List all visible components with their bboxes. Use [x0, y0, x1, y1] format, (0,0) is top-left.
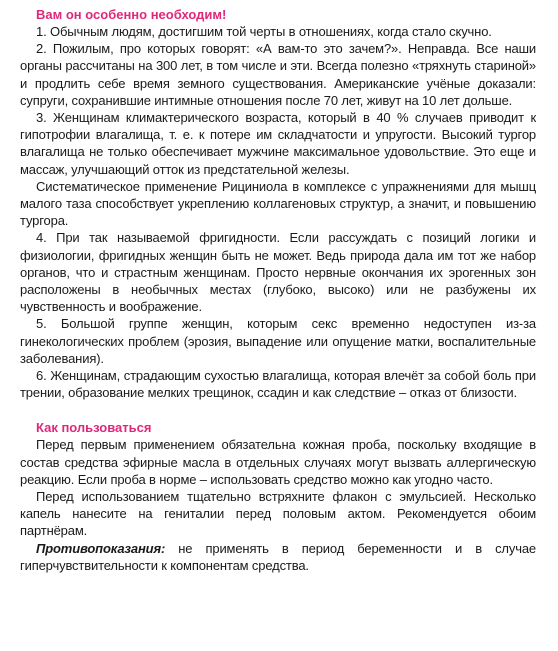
section-heading-how-to-use: Как пользоваться	[36, 420, 152, 436]
paragraph-ricinol-note: Систематическое применение Рициниола в комплексе с упражнениями для мышц малого таза способствует укреплению коллагеновых структур, а значит, и повышению тургора.	[20, 178, 536, 229]
left-margin	[0, 0, 4, 651]
section-heading-when-needed: Вам он особенно необходим!	[36, 7, 227, 22]
paragraph-application: Перед использованием тщательно встряхните флакон с эмульсией. Несколько капель нанесите на гениталии перед половым актом. Рекомендуется обоим партнёрам.	[20, 489, 536, 539]
paragraph-item-3: 3. Женщинам климактерического возраста, который в 40 % случаев приводит к гипотрофии влагалища, т. е. к потере им складчатости и упругости. Высокий тургор влагалища не только обеспечивает мужчине максимальное удовольствие. Это еще и массаж, улучшающий отток из предстательной железы.	[20, 110, 536, 177]
paragraph-item-1: 1. Обычным людям, достигшим той черты в отношениях, когда стало скучно.	[36, 24, 492, 39]
paragraph-item-2: 2. Пожилым, про которых говорят: «А вам-то это зачем?». Неправда. Все наши органы рассчитаны на 300 лет, в том числе и эти. Всегда полезно «тряхнуть стариной» и продлить себе время земного существования. Американские учёные доказали: супруги, сохранившие интимные отношения после 70 лет, живут на 10 лет дольше.	[20, 41, 536, 108]
paragraph-contraindications	[20, 540, 536, 574]
contraindications-label: Противопоказания:	[36, 540, 166, 556]
paragraph-item-5: 5. Большой группе женщин, которым секс временно недоступен из-за гинекологических проблем (эрозия, выпадение или опущение матки, воспалительные заболевания).	[20, 316, 536, 366]
paragraph-item-6: 6. Женщинам, страдающим сухостью влагалища, которая влечёт за собой боль при трении, образование мелких трещинок, ссадин и как следствие – отказ от близости.	[20, 368, 536, 401]
contraindications-text: не применять в период беременности и в случае гиперчувствительности к компонентам средства.	[20, 540, 536, 573]
section-spacer	[20, 401, 536, 419]
paragraph-skin-test: Перед первым применением обязательна кожная проба, поскольку входящие в состав средства эфирные масла в отдельных случаях могут вызвать аллергическую реакцию. Если проба в норме – использовать средство можно как угодно часто.	[20, 437, 536, 487]
paragraph-item-4: 4. При так называемой фригидности. Если рассуждать с позиций логики и физиологии, фригидных женщин быть не может. Ведь природа дала им тот же набор органов, что и страстным женщинам. Просто нервные окончания их эрогенных зон расположены в необычных местах (глубоко, высоко) или не разбужены их чувственность и воображение.	[20, 230, 536, 315]
